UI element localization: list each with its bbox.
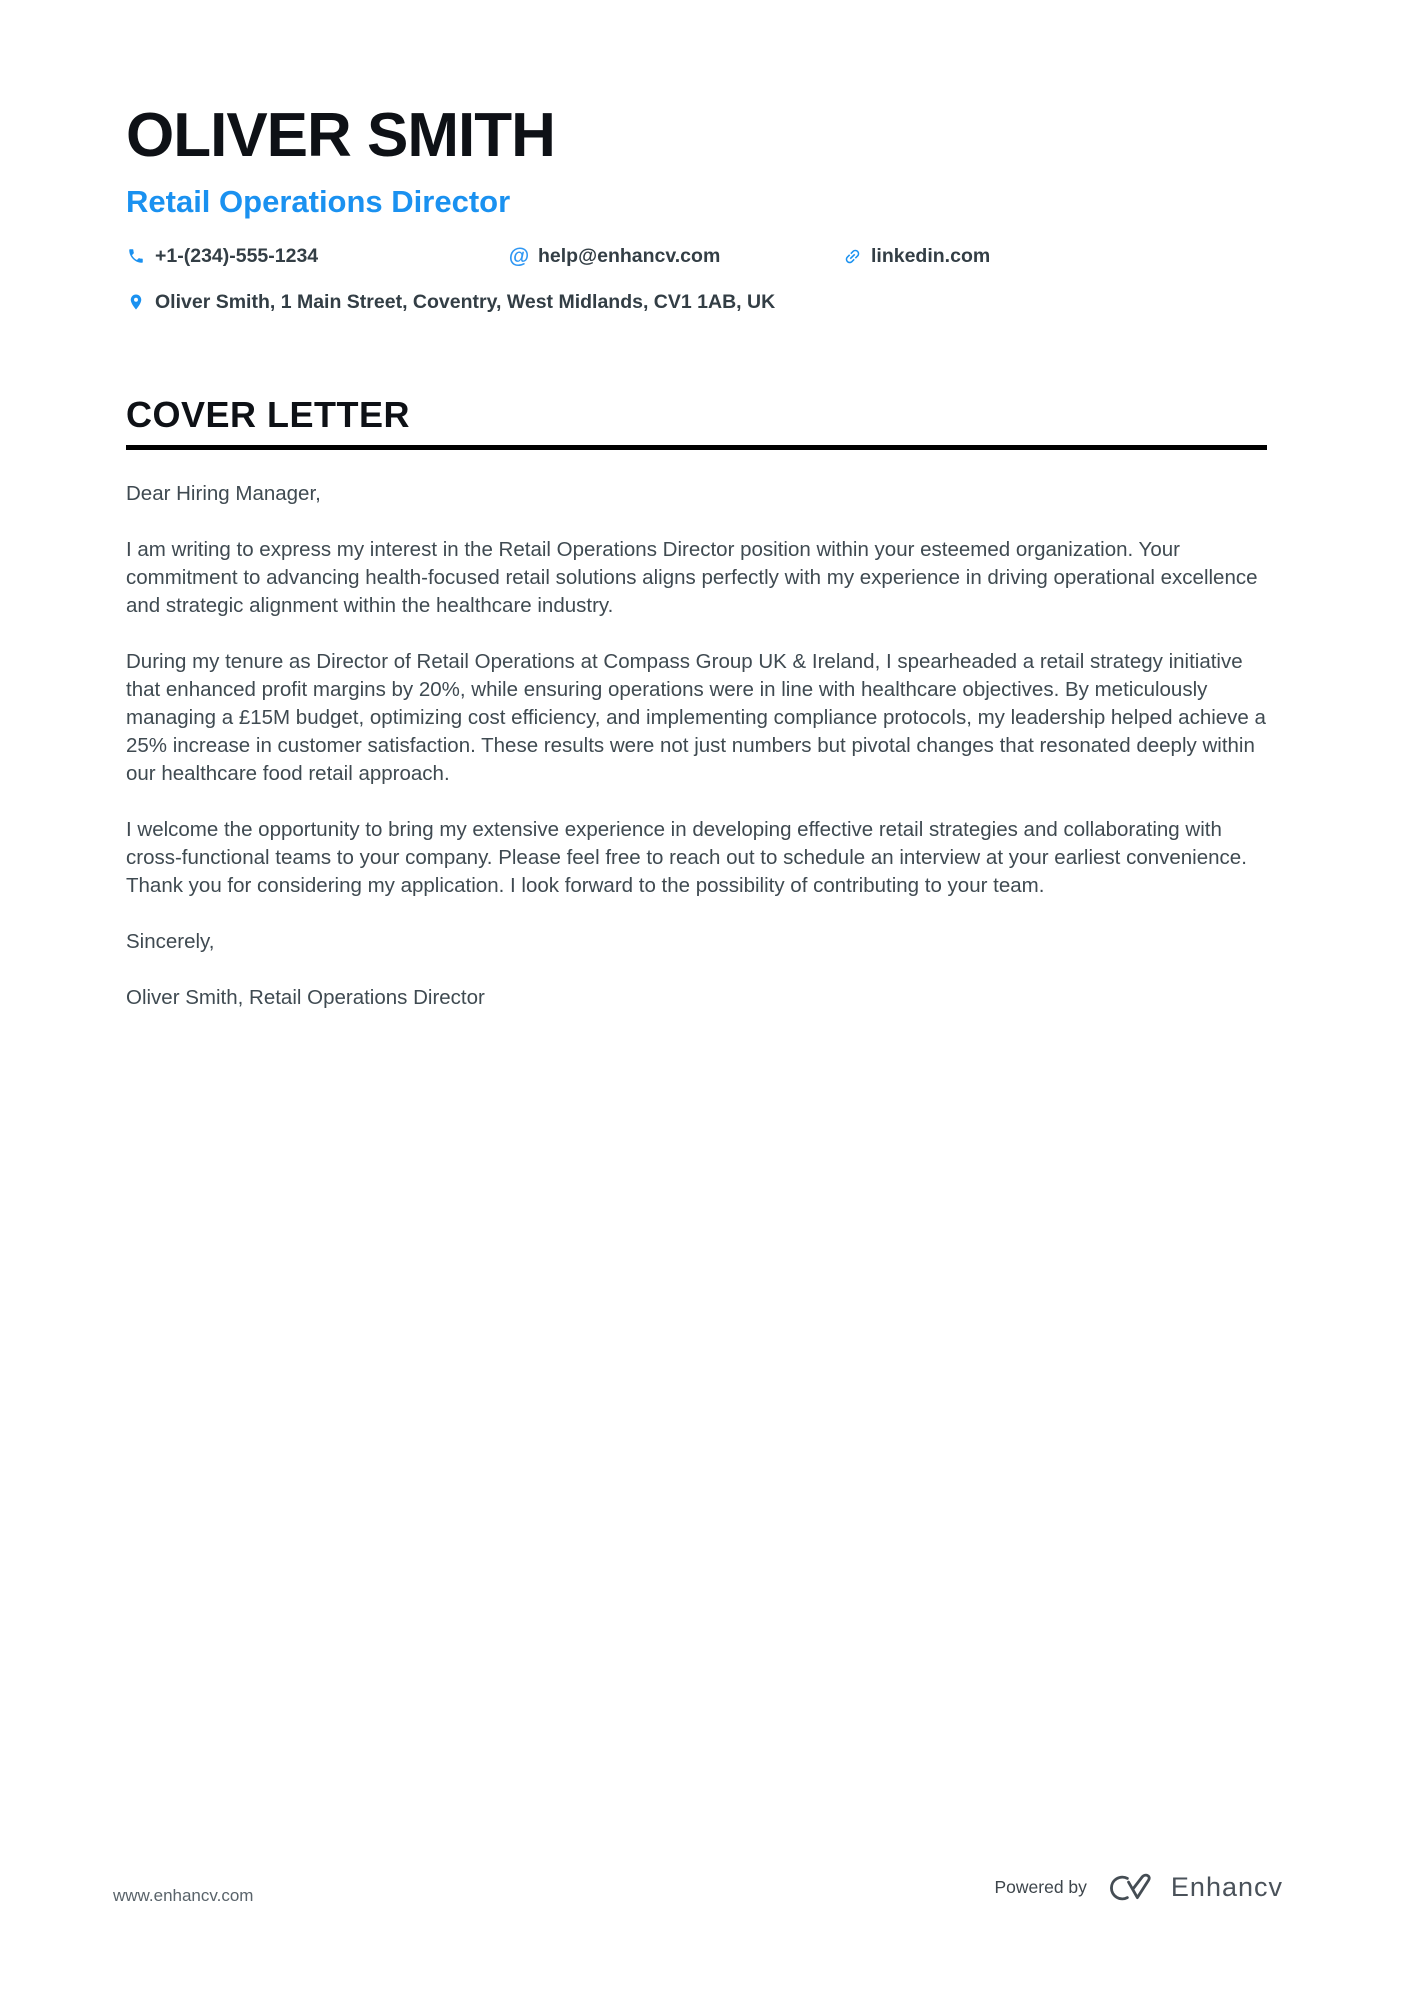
paragraph-2: During my tenure as Director of Retail Operations at Compass Group UK & Ireland, I spearheaded a retail strategy initiative that enhanced profit margins by 20%, while ensuring operations were in line with healthcare objectives. By meticulously managing a £15M budget, optimizing cost efficiency, and implementing compliance protocols, my leadership helped achieve a 25% increase in customer satisfaction. These results were not just numbers but pivotal changes that resonated deeply within our healthcare food retail approach. bbox=[126, 650, 1266, 786]
closing: Sincerely, bbox=[126, 930, 215, 954]
enhancv-logo-icon bbox=[1103, 1873, 1155, 1903]
paragraph-3: I welcome the opportunity to bring my extensive experience in developing effective retail strategies and collaborating with cross-functional teams to your company. Please feel free to reach out to schedule an interview at your earliest convenience. Thank you for considering my application. I look forward to the possibility of contributing to your team. bbox=[126, 818, 1247, 898]
signature: Oliver Smith, Retail Operations Director bbox=[126, 986, 485, 1010]
address-text: Oliver Smith, 1 Main Street, Coventry, West Midlands, CV1 1AB, UK bbox=[155, 290, 776, 313]
location-pin-icon bbox=[126, 292, 146, 312]
footer-website-link[interactable]: www.enhancv.com bbox=[113, 1886, 254, 1905]
footer-brand[interactable] bbox=[995, 1872, 1284, 1903]
contact-info bbox=[126, 245, 1267, 325]
linkedin-contact[interactable] bbox=[842, 245, 990, 268]
powered-by-label: Powered by bbox=[994, 1877, 1087, 1897]
enhancv-wordmark: Enhancv bbox=[1170, 1872, 1283, 1902]
at-icon: @ bbox=[508, 244, 530, 268]
email-contact[interactable] bbox=[509, 245, 720, 268]
address-contact bbox=[126, 291, 775, 314]
link-icon bbox=[842, 246, 862, 266]
letter-body bbox=[126, 480, 1267, 1012]
section-title-cover-letter: COVER LETTER bbox=[126, 395, 1267, 451]
salutation: Dear Hiring Manager, bbox=[126, 482, 321, 506]
phone-contact bbox=[126, 245, 318, 268]
phone-number: +1-(234)-555-1234 bbox=[155, 244, 319, 267]
paragraph-1: I am writing to express my interest in the Retail Operations Director position within your esteemed organization. Your commitment to advancing health-focused retail solutions aligns perfectly with my experience in driving operational excellence and strategic alignment within the healthcare industry. bbox=[126, 538, 1258, 618]
phone-icon bbox=[126, 246, 146, 266]
linkedin-url[interactable]: linkedin.com bbox=[871, 244, 991, 267]
document-content bbox=[0, 101, 1410, 1012]
email-address[interactable]: help@enhancv.com bbox=[538, 244, 721, 267]
candidate-name: OLIVER SMITH bbox=[126, 101, 555, 170]
job-title: Retail Operations Director bbox=[126, 184, 511, 220]
